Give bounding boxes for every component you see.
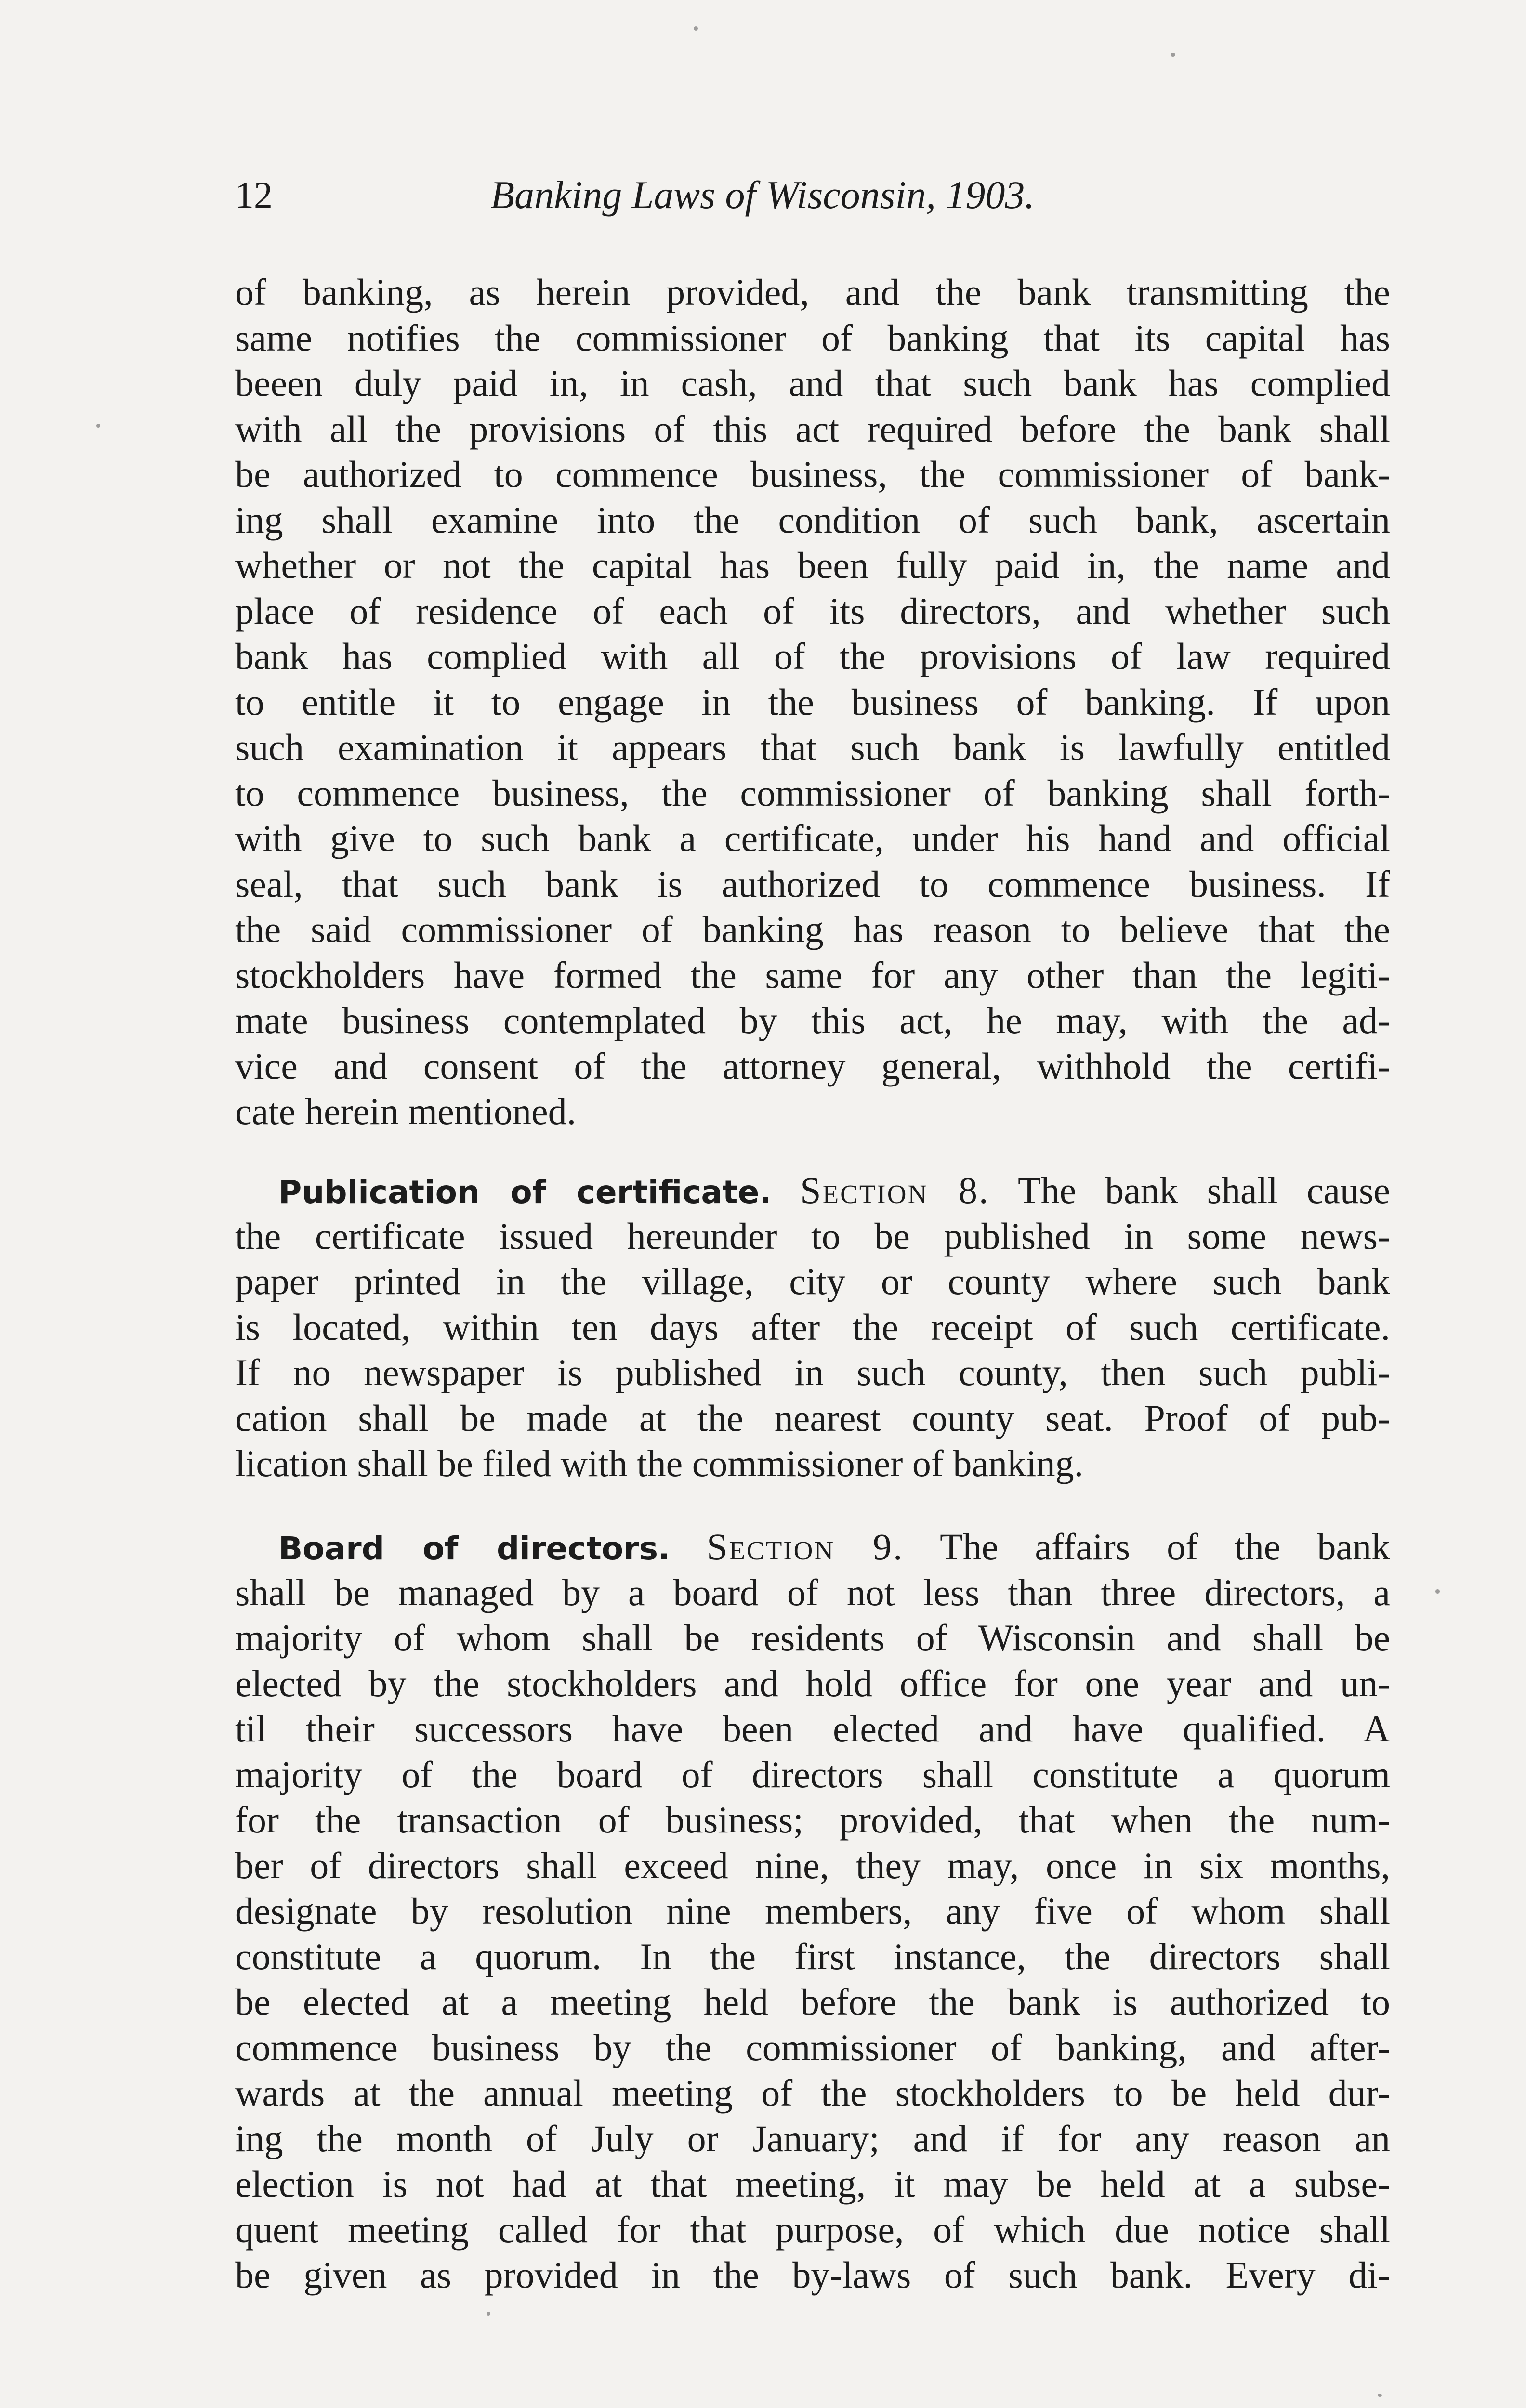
text-line: mate business contemplated by this act, he may, with the ad- (235, 999, 1390, 1041)
text-line: with give to such bank a certificate, under his hand and official (235, 817, 1390, 859)
text-line: majority of the board of directors shall constitute a quorum (235, 1753, 1390, 1795)
section-first-line (235, 1524, 1390, 1570)
page-number: 12 (235, 174, 273, 216)
text-line: the said commissioner of banking has reason to believe that the (235, 908, 1390, 950)
text-line: constitute a quorum. In the first instance, the directors shall (235, 1935, 1390, 1977)
text-line: shall be managed by a board of not less than three directors, a (235, 1571, 1390, 1613)
text-line: vice and consent of the attorney general, withhold the certifi- (235, 1045, 1390, 1087)
scan-speck (487, 2312, 490, 2316)
scan-speck (694, 26, 698, 31)
section-heading: Publication of certificate. (278, 1174, 772, 1211)
text-line: to commence business, the commissioner of banking shall forth- (235, 772, 1390, 814)
text-line: majority of whom shall be residents of Wisconsin and shall be (235, 1617, 1390, 1659)
section-first-line (235, 1168, 1390, 1214)
text-line: election is not had at that meeting, it may be held at a subse- (235, 2163, 1390, 2205)
text-line: lication shall be filed with the commissioner of banking. (235, 1442, 1084, 1484)
text-line: of banking, as herein provided, and the bank transmitting the (235, 271, 1390, 313)
intro-paragraph (235, 270, 1390, 1135)
text-line: paper printed in the village, city or county where such bank (235, 1260, 1390, 1302)
text-line: If no newspaper is published in such county, then such publi- (235, 1351, 1390, 1393)
section-label: Section 9. (707, 1526, 904, 1568)
text-line: such examination it appears that such bank is lawfully entitled (235, 726, 1390, 768)
text-line: commence business by the commissioner of banking, and after- (235, 2026, 1390, 2068)
scan-speck (96, 424, 100, 428)
section-heading: Board of directors. (278, 1530, 671, 1567)
text-line: bank has complied with all of the provisions of law required (235, 635, 1390, 677)
text-line: quent meeting called for that purpose, of which due notice shall (235, 2208, 1390, 2251)
section-8 (235, 1168, 1390, 1487)
section-first-line-text: The affairs of the bank (940, 1526, 1390, 1568)
text-line: cate herein mentioned. (235, 1090, 577, 1132)
text-line: be authorized to commence business, the commissioner of bank- (235, 453, 1390, 495)
text-line: stockholders have formed the same for any other than the legiti- (235, 954, 1390, 996)
text-line: elected by the stockholders and hold office for one year and un- (235, 1662, 1390, 1704)
text-line: same notifies the commissioner of banking that its capital has (235, 316, 1390, 359)
text-line: beeen duly paid in, in cash, and that such bank has complied (235, 362, 1390, 404)
text-line: til their successors have been elected and have qualified. A (235, 1708, 1390, 1750)
text-line: seal, that such bank is authorized to commence business. If (235, 863, 1390, 905)
text-line: the certificate issued hereunder to be published in some news- (235, 1215, 1390, 1257)
text-line: designate by resolution nine members, any five of whom shall (235, 1890, 1390, 1932)
running-title: Banking Laws of Wisconsin, 1903. (490, 173, 1035, 217)
scan-speck (1171, 53, 1175, 57)
text-line: for the transaction of business; provided, that when the num- (235, 1799, 1390, 1841)
text-line: cation shall be made at the nearest county seat. Proof of pub- (235, 1397, 1390, 1439)
scan-speck (1435, 1589, 1440, 1594)
section-first-line-text: The bank shall cause (1018, 1169, 1390, 1211)
section-9 (235, 1524, 1390, 2298)
text-line: be given as provided in the by-laws of such bank. Every di- (235, 2254, 1390, 2296)
scan-speck (1378, 2394, 1382, 2397)
text-line: to entitle it to engage in the business of banking. If upon (235, 681, 1390, 723)
text-line: ber of directors shall exceed nine, they may, once in six months, (235, 1844, 1390, 1886)
text-line: be elected at a meeting held before the bank is authorized to (235, 1981, 1390, 2023)
section-label: Section 8. (800, 1169, 990, 1211)
text-line: ing shall examine into the condition of such bank, ascertain (235, 498, 1390, 541)
running-head (235, 171, 1381, 229)
text-line: ing the month of July or January; and if for any reason an (235, 2117, 1390, 2159)
text-line: place of residence of each of its directors, and whether such (235, 589, 1390, 632)
text-line: with all the provisions of this act required before the bank shall (235, 407, 1390, 450)
text-line: wards at the annual meeting of the stockholders to be held dur- (235, 2072, 1390, 2114)
text-line: whether or not the capital has been fully paid in, the name and (235, 544, 1390, 586)
text-line: is located, within ten days after the receipt of such certificate. (235, 1306, 1390, 1348)
